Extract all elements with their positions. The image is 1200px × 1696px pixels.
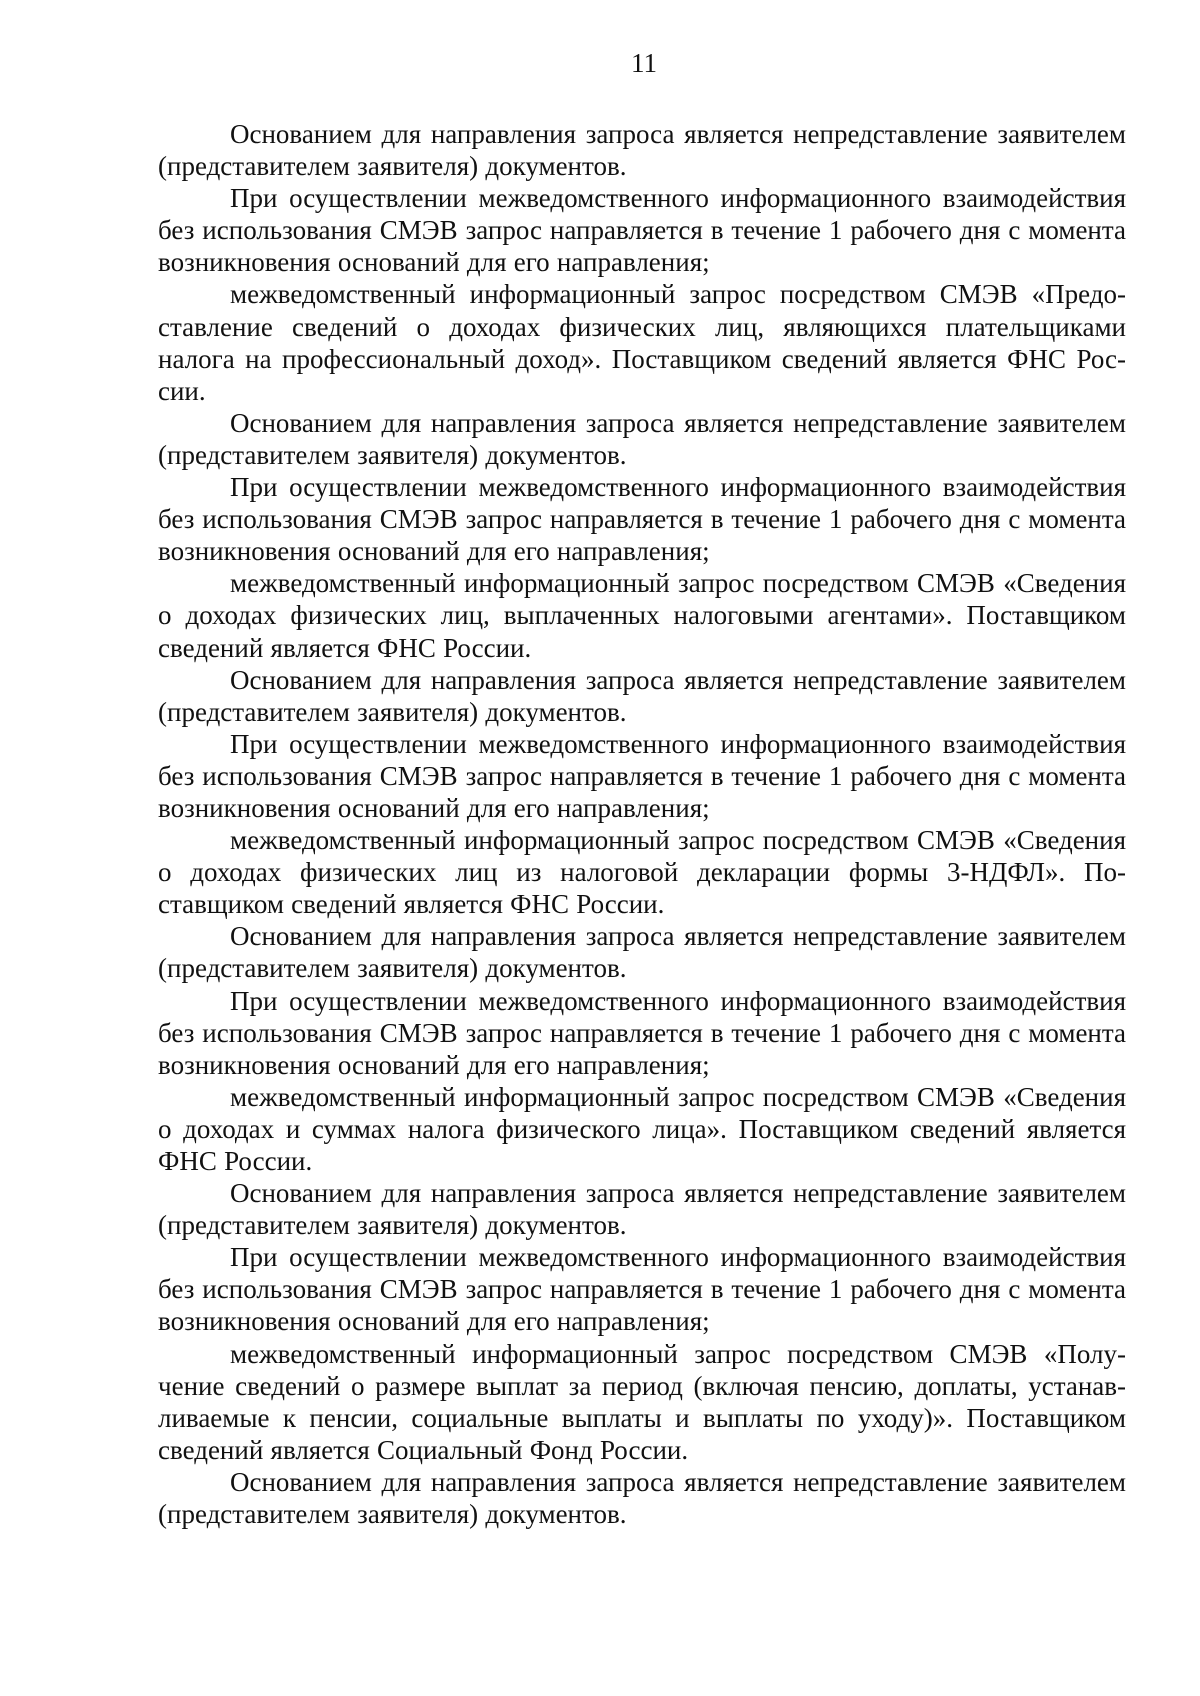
- paragraph: межведомственный информационный запрос посредством СМЭВ «Сведения о доходах и суммах налога физического лица». Поставщиком сведений является ФНС России.: [158, 1081, 1126, 1176]
- page-number: 11: [631, 48, 657, 78]
- paragraph: При осуществлении межведомственного информационного взаимодействия без использования СМЭВ запрос направляется в течение 1 рабочего дня с момента возникновения оснований для его направления;: [158, 1242, 1126, 1337]
- paragraph: Основанием для направления запроса является непредставление заявителем (представителем заявителя) документов.: [158, 664, 1126, 727]
- paragraph: При осуществлении межведомственного информационного взаимодействия без использования СМЭВ запрос направляется в течение 1 рабочего дня с момента возникновения оснований для его направления;: [158, 183, 1126, 278]
- paragraph: При осуществлении межведомственного информационного взаимодействия без использования СМЭВ запрос направляется в течение 1 рабочего дня с момента возникновения оснований для его направления;: [158, 985, 1126, 1080]
- document-body: [158, 118, 1126, 1530]
- paragraph: Основанием для направления запроса является непредставление заявителем (представителем заявителя) документов.: [158, 119, 1126, 182]
- paragraph: Основанием для направления запроса является непредставление заявителем (представителем заявителя) документов.: [158, 1178, 1126, 1241]
- paragraph: Основанием для направления запроса является непредставление заявителем (представителем заявителя) документов.: [158, 1466, 1126, 1530]
- paragraph: межведомственный информационный запрос посредством СМЭВ «Предоставление сведений о доходах физических лиц, являющихся плательщиками налога на профессиональный доход». Поставщиком сведений является ФНС России.: [158, 279, 1126, 406]
- paragraph: межведомственный информационный запрос посредством СМЭВ «Сведения о доходах физических лиц, выплаченных налоговыми агентами». Поставщиком сведений является ФНС России.: [158, 568, 1126, 663]
- paragraph: Основанием для направления запроса является непредставление заявителем (представителем заявителя) документов.: [158, 407, 1126, 470]
- paragraph: При осуществлении межведомственного информационного взаимодействия без использования СМЭВ запрос направляется в течение 1 рабочего дня с момента возникновения оснований для его направления;: [158, 472, 1126, 567]
- paragraph: Основанием для направления запроса является непредставление заявителем (представителем заявителя) документов.: [158, 921, 1126, 984]
- paragraph: межведомственный информационный запрос посредством СМЭВ «Получение сведений о размере выплат за период (включая пенсию, доплаты, устанавливаемые к пенсии, социальные выплаты и выплаты по уходу)». Поставщиком сведений является Социальный Фонд России.: [158, 1338, 1126, 1465]
- paragraph: межведомственный информационный запрос посредством СМЭВ «Сведения о доходах физических лиц из налоговой декларации формы 3-НДФЛ». Поставщиком сведений является ФНС России.: [158, 825, 1126, 920]
- paragraph: При осуществлении межведомственного информационного взаимодействия без использования СМЭВ запрос направляется в течение 1 рабочего дня с момента возникновения оснований для его направления;: [158, 728, 1126, 823]
